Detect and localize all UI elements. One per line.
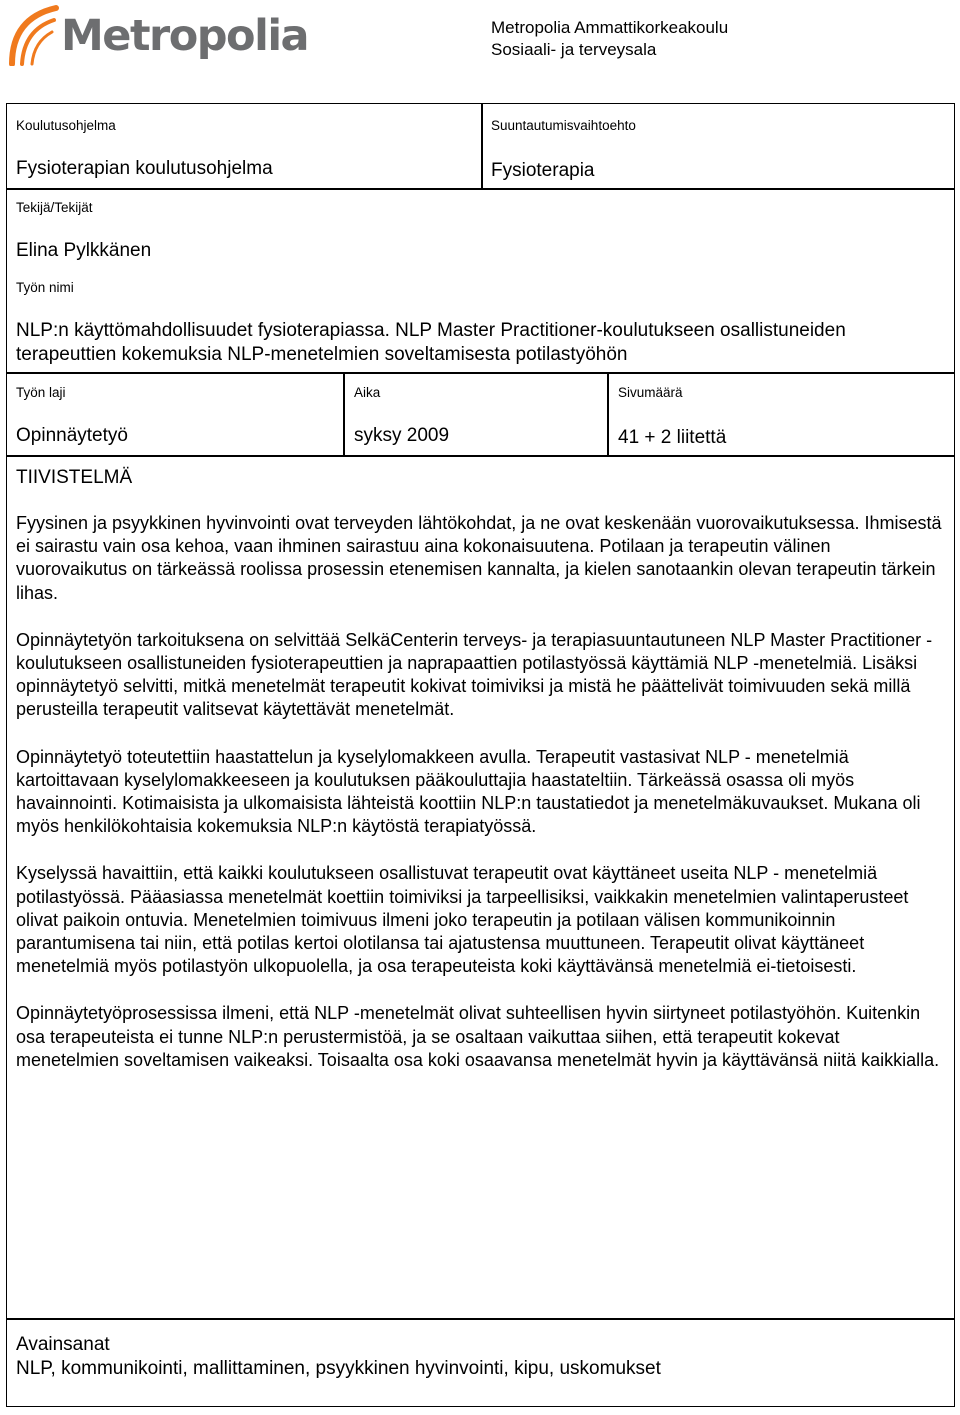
divider (7, 455, 955, 457)
divider (7, 188, 955, 190)
abstract-paragraph: Opinnäytetyöprosessissa ilmeni, että NLP -menetelmät olivat suhteellisen hyvin siirtyneet potilastyöhön. Kuitenkin osa terapeuteista ei tunne NLP:n perustermistöä, ja se osaltaan vaikuttaa siihen, että terapeutit kokevat menetelmien soveltamisen vaikeaksi. Toisaalta osa koki osaavansa menetelmät hyvin ja käyttävänsä niitä kaikkialla. (16, 1003, 940, 1070)
date-label: Aika (354, 385, 381, 400)
orientation-label: Suuntautumisvaihtoehto (491, 118, 636, 133)
abstract-body (16, 512, 946, 1096)
institution-name: Metropolia Ammattikorkeakoulu (491, 18, 729, 37)
abstract-paragraph: Kyselyssä havaittiin, että kaikki koulutukseen osallistuvat terapeutit ovat käyttäneet useita NLP - menetelmiä potilastyössä. Pääasiassa menetelmät koettiin toimiviksi ja tarpeellisiksi, vaikkakin menetelmien valintaperusteet olivat paikoin ontuvia. Menetelmien toimivuus ilmeni joko terapeutin ja potilaan välisen kommunikoinnin parantumisena tai niin, että potilas kertoi olotilansa tai ajatustensa muuttuneen. Terapeutit olivat käyttäneet menetelmiä myös potilastyön ulkopuolella, ja osa terapeuteista koki käyttävänsä menetelmiä ei-tietoisesti. (16, 863, 909, 977)
logo-arc-icon (6, 4, 60, 66)
author-value: Elina Pylkkänen (16, 240, 152, 261)
keywords-label: Avainsanat (16, 1334, 110, 1355)
institution-header (491, 17, 728, 61)
thesis-title-line-2: terapeuttien kokemuksia NLP-menetelmien soveltamisesta potilastyöhön (16, 344, 628, 365)
programme-value: Fysioterapian koulutusohjelma (16, 158, 273, 179)
type-label: Työn laji (16, 385, 66, 400)
abstract-paragraph: Opinnäytetyö toteutettiin haastattelun ja kyselylomakkeen avulla. Terapeutit vastasivat NLP - menetelmiä kartoittavaan kyselylomakkeeseen ja koulutuksen pääkouluttajia haastateltiin. Tärkeässä osassa oli myös havainnointi. Kotimaisista ja ulkomaisista lähteistä koottiin NLP:n taustatiedot ja menetelmäkuvaukset. Mukana oli myös henkilökohtaisia kokemuksia NLP:n käytöstä terapiatyössä. (16, 746, 921, 837)
logo-wordmark: Metropolia (61, 11, 309, 61)
programme-label: Koulutusohjelma (16, 118, 116, 133)
abstract-paragraph: Fyysinen ja psyykkinen hyvinvointi ovat terveyden lähtökohdat, ja ne ovat keskenään vuorovaikutuksessa. Ihmisestä ei sairastu vain osa kehoa, vaan ihminen sairastuu aina kokonaisuutena. Potilaan ja terapeutin välinen vuorovaikutus on tärkeässä roolissa prosessin etenemisen kannalta, ja kielen sanotaankin olevan terapeutin tärkein lihas. (16, 513, 942, 603)
thesis-title-line-1: NLP:n käyttömahdollisuudet fysioterapiassa. NLP Master Practitioner-koulutukseen osallistuneiden (16, 320, 846, 341)
keywords-value: NLP, kommunikointi, mallittaminen, psyykkinen hyvinvointi, kipu, uskomukset (16, 1358, 661, 1379)
divider (481, 104, 483, 188)
metropolia-logo (6, 4, 309, 66)
divider (7, 372, 955, 374)
divider (343, 372, 345, 455)
department-name: Sosiaali- ja terveysala (491, 40, 657, 59)
pages-label: Sivumäärä (618, 385, 683, 400)
divider (607, 372, 609, 455)
abstract-paragraph: Opinnäytetyön tarkoituksena on selvittää SelkäCenterin terveys- ja terapiasuuntautuneen NLP Master Practitioner -koulutukseen osallistuneiden fysioterapeuttien ja naprapaattien potilastyössä käyttämiä NLP -menetelmiä. Lisäksi opinnäytetyö selvitti, mitkä menetelmät terapeutit kokivat toimiviksi ja mistä he päättelivät toimivuuden sekä millä perusteilla terapeutit valitsevat käytettävät menetelmät. (16, 629, 933, 720)
pages-value: 41 + 2 liitettä (618, 427, 727, 448)
author-label: Tekijä/Tekijät (16, 200, 93, 215)
date-value: syksy 2009 (354, 425, 450, 446)
orientation-value: Fysioterapia (491, 160, 595, 181)
title-label: Työn nimi (16, 280, 74, 295)
type-value: Opinnäytetyö (16, 425, 128, 446)
abstract-heading: TIIVISTELMÄ (16, 467, 133, 488)
divider (7, 1318, 955, 1320)
